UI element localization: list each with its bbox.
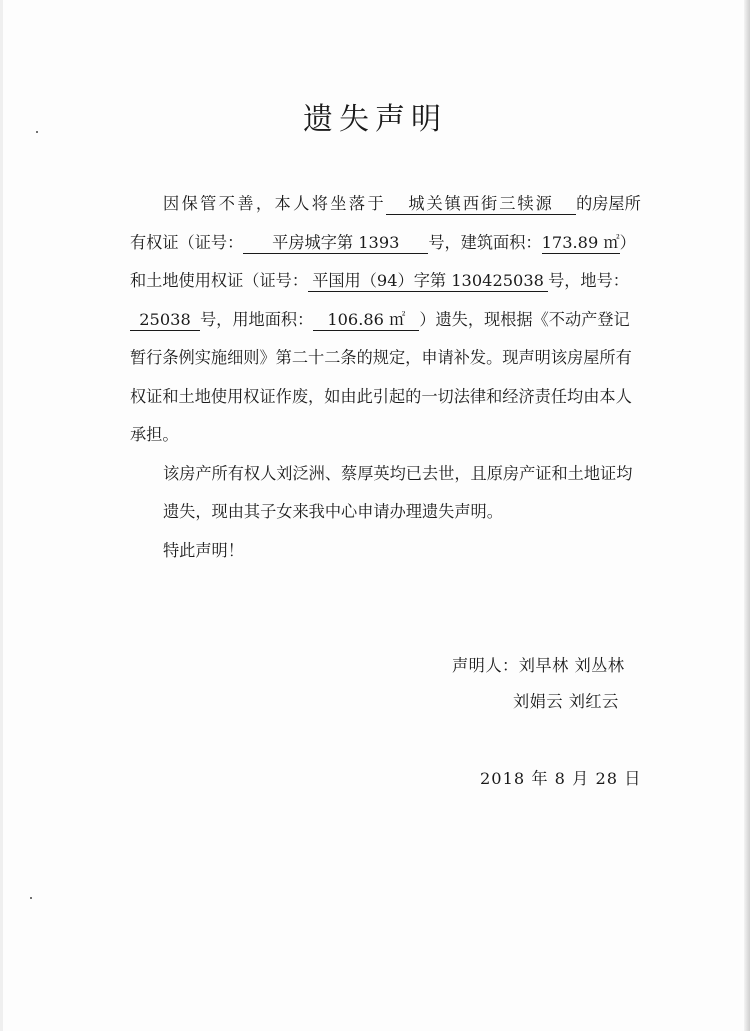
land-cert-number: 平国用（94）字第 130425038 (308, 271, 548, 292)
paragraph-closing: 特此声明！ (163, 540, 244, 560)
building-area: 173.89 ㎡ (541, 232, 620, 252)
scan-speck (30, 897, 32, 899)
land-area: 106.86 ㎡ (313, 310, 419, 331)
declarants-line-1: 声明人：刘早林 刘丛林 (452, 656, 625, 675)
lot-number: 25038 (130, 310, 200, 331)
paragraph-main (130, 185, 642, 455)
para1-after-land-area: ）遗失，现根据《不动产登记暂行条例实施细则》第二十二条的规定，申请补发。现声明该房屋所有权证和土地使用权证作废，如由此引起的一切法律和经济责任均由本人承担。 (130, 309, 632, 444)
statement-date: 2018 年 8 月 28 日 (480, 769, 642, 788)
property-location: 城关镇西街三犊源 (386, 194, 576, 215)
page-title: 遗失声明 (303, 102, 447, 137)
para1-after-land-cert: 号，地号： (548, 271, 629, 290)
statement-body (130, 185, 642, 570)
para1-after-house-cert: 号，建筑面积： (428, 232, 542, 252)
para1-after-location: 的房屋所有权证（证号： (130, 194, 641, 252)
para1-after-lot-no: 号，用地面积： (200, 309, 314, 329)
para1-after-building-area: ）和土地使用权证（证号： (130, 232, 636, 290)
scan-edge-right (744, 0, 750, 1031)
house-cert-number: 平房城字第 1393 (243, 233, 428, 254)
declarants-line-2: 刘娟云 刘红云 (513, 692, 619, 711)
para1-lead: 因保管不善，本人将坐落于 (163, 194, 387, 213)
scan-edge-left (0, 0, 3, 1031)
paragraph-owners: 该房产所有权人刘泛洲、蔡厚英均已去世，且原房产证和土地证均遗失，现由其子女来我中心申请办理遗失声明。 (163, 463, 633, 521)
